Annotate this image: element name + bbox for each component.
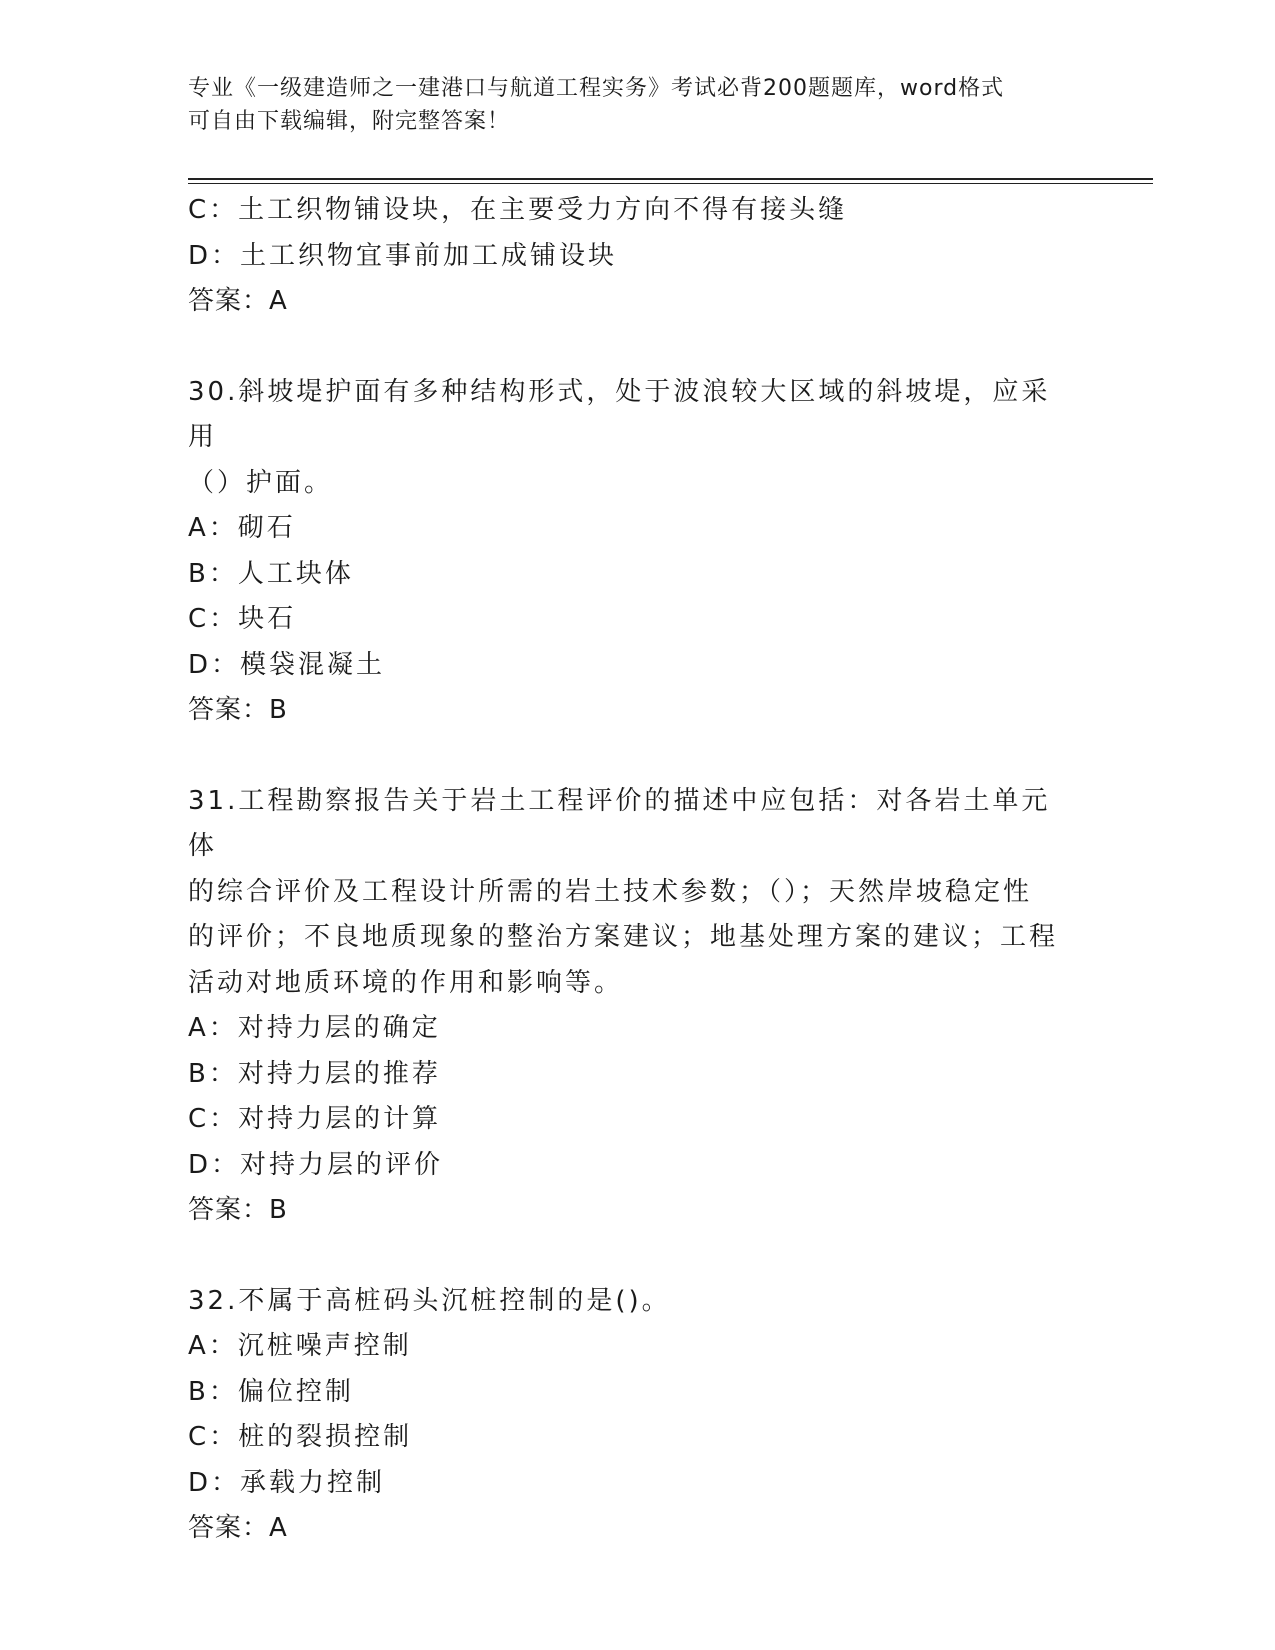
question-list	[188, 188, 1078, 1552]
question-stem-line: （）护面。	[188, 467, 334, 498]
option-a: A：对持力层的确定	[188, 1013, 441, 1043]
header-rule-thick	[188, 178, 1153, 180]
question-stem-line: 32.不属于高桩码头沉桩控制的是()。	[188, 1285, 671, 1316]
option-b: B：偏位控制	[188, 1376, 354, 1407]
option-c: C：土工织物铺设块，在主要受力方向不得有接头缝	[188, 195, 848, 225]
option-d: D：土工织物宜事前加工成铺设块	[188, 240, 618, 271]
option-d: D：模袋混凝土	[188, 649, 386, 680]
option-d: D：承载力控制	[188, 1467, 386, 1498]
option-c: C：块石	[188, 604, 297, 634]
question-stem-line: 活动对地质环境的作用和影响等。	[188, 967, 624, 998]
option-b: B：人工块体	[188, 558, 354, 589]
answer-line: 答案：B	[188, 695, 288, 725]
question-32	[188, 1279, 1078, 1552]
header-rule-thin	[188, 183, 1153, 184]
option-a: A：沉桩噪声控制	[188, 1331, 412, 1361]
option-c: C：桩的裂损控制	[188, 1422, 413, 1452]
answer-line: 答案：A	[188, 1513, 288, 1543]
answer-line: 答案：A	[188, 286, 288, 316]
option-a: A：砌石	[188, 513, 296, 543]
question-29-tail	[188, 188, 1078, 325]
header-line-1: 专业《一级建造师之一建港口与航道工程实务》考试必背200题题库，word格式	[188, 76, 1005, 101]
question-31	[188, 779, 1078, 1234]
question-stem-line: 30.斜坡堤护面有多种结构形式，处于波浪较大区域的斜坡堤，应采用	[188, 376, 1051, 452]
option-c: C：对持力层的计算	[188, 1104, 442, 1134]
question-stem-line: 的综合评价及工程设计所需的岩土技术参数；（）；天然岸坡稳定性	[188, 876, 1033, 907]
document-header	[188, 72, 1068, 138]
answer-line: 答案：B	[188, 1195, 288, 1225]
header-line-2: 可自由下载编辑，附完整答案！	[188, 109, 511, 134]
question-stem-line: 31.工程勘察报告关于岩土工程评价的描述中应包括：对各岩土单元体	[188, 785, 1051, 861]
option-d: D：对持力层的评价	[188, 1149, 444, 1180]
option-b: B：对持力层的推荐	[188, 1058, 441, 1089]
question-30	[188, 370, 1078, 734]
question-stem-line: 的评价；不良地质现象的整治方案建议；地基处理方案的建议；工程	[188, 922, 1059, 952]
